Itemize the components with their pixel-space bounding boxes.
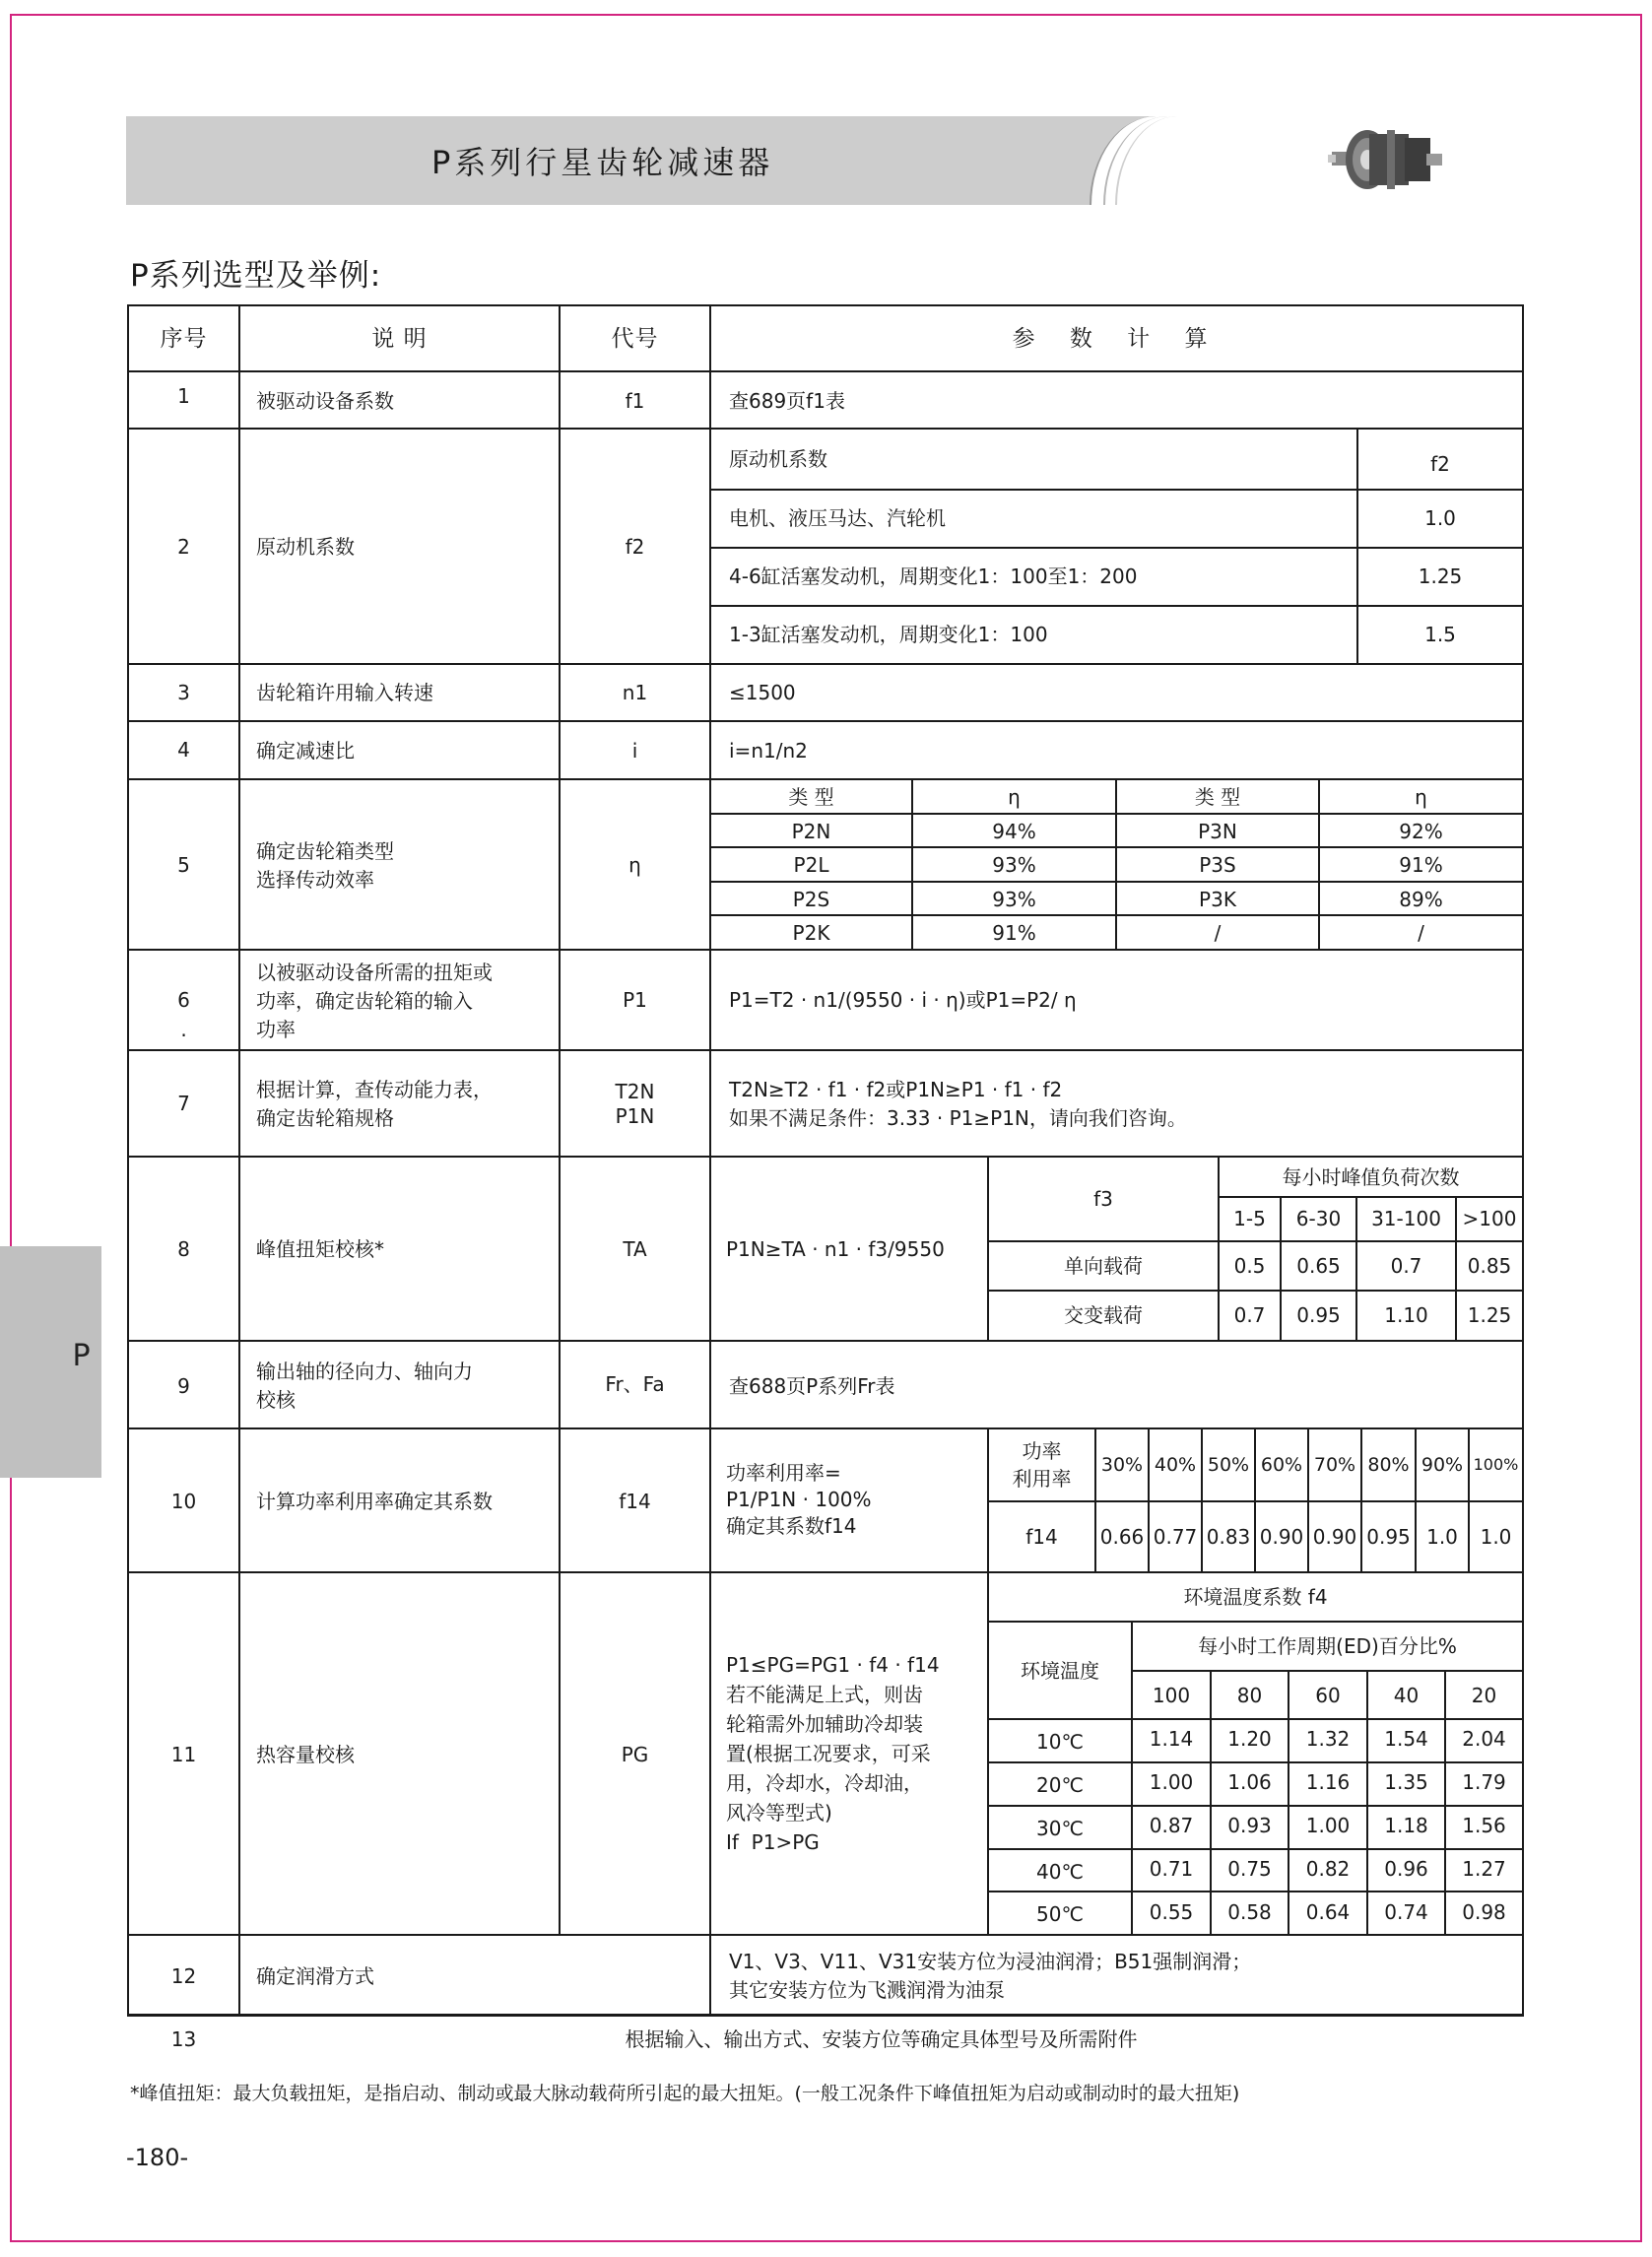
row10-code: f14 bbox=[619, 1490, 651, 1513]
efficiency-cell: 94% bbox=[992, 820, 1036, 843]
f4-value: 1.20 bbox=[1227, 1727, 1272, 1751]
row2-desc: 原动机系数 bbox=[256, 535, 355, 559]
row2-item-value: 1.5 bbox=[1424, 623, 1456, 646]
row12-no: 12 bbox=[170, 1964, 197, 1988]
row7-calc: T2N≥T2 · f1 · f2或P1N≥P1 · f1 · f2 bbox=[729, 1078, 1063, 1101]
f3-value: 0.5 bbox=[1233, 1254, 1266, 1278]
row5-code: η bbox=[628, 853, 641, 877]
f3-value: 0.7 bbox=[1390, 1254, 1422, 1278]
f4-value: 1.00 bbox=[1149, 1770, 1194, 1794]
row11-calc: If P1>PG bbox=[726, 1830, 820, 1854]
frequency-range: 31-100 bbox=[1371, 1207, 1441, 1230]
efficiency-header: 类 型 bbox=[1194, 785, 1241, 809]
ambient-temp-label: 环境温度 bbox=[1021, 1659, 1099, 1683]
row7-code: T2N bbox=[615, 1080, 655, 1103]
f4-value: 1.54 bbox=[1384, 1727, 1428, 1751]
duty-cycle-value: 100 bbox=[1152, 1684, 1191, 1707]
temp-label: 20℃ bbox=[1036, 1773, 1084, 1797]
row1-code: f1 bbox=[625, 389, 645, 413]
header-calc: 参 数 计 算 bbox=[1012, 326, 1222, 352]
f4-value: 0.64 bbox=[1305, 1900, 1351, 1924]
utilization-value: 30% bbox=[1100, 1454, 1144, 1476]
efficiency-cell: 93% bbox=[992, 888, 1036, 911]
f4-value: 1.14 bbox=[1149, 1727, 1194, 1751]
efficiency-cell: 93% bbox=[992, 853, 1036, 877]
row4-desc: 确定减速比 bbox=[256, 739, 355, 763]
row8-desc: 峰值扭矩校核* bbox=[256, 1237, 384, 1261]
efficiency-cell: P2S bbox=[792, 888, 830, 911]
f3-label: f3 bbox=[1093, 1187, 1113, 1211]
row1-no: 1 bbox=[177, 384, 190, 408]
row5-no: 5 bbox=[177, 853, 190, 877]
row6-desc: 以被驱动设备所需的扭矩或 bbox=[256, 961, 493, 984]
row9-no: 9 bbox=[177, 1374, 190, 1398]
row2-item-label: 4-6缸活塞发动机，周期变化1：100至1：200 bbox=[729, 564, 1138, 588]
row10-calc: P1/P1N · 100% bbox=[726, 1488, 872, 1511]
row2-item-value: 1.0 bbox=[1424, 506, 1456, 530]
row6-no: 6 bbox=[177, 988, 190, 1012]
f4-value: 0.58 bbox=[1227, 1900, 1272, 1924]
efficiency-cell: / bbox=[1214, 921, 1222, 945]
efficiency-cell: P2L bbox=[793, 853, 829, 877]
f4-table-title: 环境温度系数 f4 bbox=[1183, 1585, 1328, 1609]
f4-value: 0.82 bbox=[1305, 1857, 1351, 1881]
f4-value: 0.93 bbox=[1227, 1814, 1272, 1837]
f14-value: 0.95 bbox=[1366, 1525, 1411, 1549]
row3-desc: 齿轮箱许用输入转速 bbox=[256, 681, 433, 704]
row11-calc: 若不能满足上式，则齿 bbox=[726, 1683, 923, 1706]
banner-title: P系列行星齿轮减速器 bbox=[431, 144, 774, 181]
row9-desc: 输出轴的径向力、轴向力 bbox=[256, 1360, 473, 1383]
row1-desc: 被驱动设备系数 bbox=[256, 389, 394, 413]
row4-no: 4 bbox=[177, 738, 190, 762]
f14-value: 0.66 bbox=[1099, 1525, 1145, 1549]
utilization-value: 90% bbox=[1421, 1454, 1464, 1476]
row10-desc: 计算功率利用率确定其系数 bbox=[256, 1490, 493, 1513]
efficiency-header: 类 型 bbox=[788, 785, 834, 809]
row7-code: P1N bbox=[615, 1104, 655, 1128]
row3-code: n1 bbox=[622, 681, 648, 704]
row11-desc: 热容量校核 bbox=[256, 1743, 355, 1766]
row12-calc: V1、V3、V11、V31安装方位为浸油润滑；B51强制润滑； bbox=[729, 1950, 1252, 1973]
efficiency-cell: / bbox=[1418, 921, 1424, 945]
f14-value: 1.0 bbox=[1426, 1525, 1458, 1549]
utilization-value: 50% bbox=[1207, 1454, 1250, 1476]
row1-calc: 查689页f1表 bbox=[729, 389, 845, 413]
row6-desc: 功率，确定齿轮箱的输入 bbox=[256, 989, 473, 1013]
f3-value: 0.65 bbox=[1296, 1254, 1341, 1278]
f4-value: 1.35 bbox=[1384, 1770, 1428, 1794]
row5-desc: 选择传动效率 bbox=[256, 868, 374, 892]
row11-no: 11 bbox=[170, 1743, 197, 1766]
efficiency-cell: P3N bbox=[1198, 820, 1237, 843]
f4-value: 1.79 bbox=[1462, 1770, 1506, 1794]
utilization-value: 80% bbox=[1367, 1454, 1410, 1476]
row6-desc: 功率 bbox=[256, 1018, 296, 1041]
utilization-label: 利用率 bbox=[1012, 1467, 1072, 1491]
temp-label: 40℃ bbox=[1036, 1860, 1084, 1884]
row10-no: 10 bbox=[170, 1490, 197, 1513]
row9-desc: 校核 bbox=[256, 1388, 296, 1412]
f4-value: 1.16 bbox=[1305, 1770, 1351, 1794]
footnote: *峰值扭矩：最大负载扭矩，是指启动、制动或最大脉动载荷所引起的最大扭矩。(一般工况条件下峰值扭矩为启动或制动时的最大扭矩) bbox=[130, 2083, 1240, 2104]
row12-calc: 其它安装方位为飞溅润滑为油泵 bbox=[729, 1978, 1005, 2002]
row3-calc: ≤1500 bbox=[729, 681, 796, 704]
row13-no: 13 bbox=[170, 2027, 197, 2051]
f3-value: 0.85 bbox=[1467, 1254, 1512, 1278]
row3-no: 3 bbox=[177, 681, 190, 704]
duty-cycle-header: 每小时工作周期(ED)百分比% bbox=[1198, 1634, 1457, 1658]
f4-value: 0.74 bbox=[1384, 1900, 1428, 1924]
f14-label: f14 bbox=[1025, 1525, 1058, 1549]
f4-value: 1.18 bbox=[1384, 1814, 1428, 1837]
load-type: 单向载荷 bbox=[1064, 1254, 1143, 1278]
row4-calc: i=n1/n2 bbox=[729, 739, 808, 763]
f4-value: 0.75 bbox=[1227, 1857, 1272, 1881]
row9-code: Fr、Fa bbox=[605, 1372, 665, 1396]
row2-subheader-value: f2 bbox=[1430, 452, 1450, 476]
frequency-range: 6-30 bbox=[1295, 1207, 1342, 1230]
row12-desc: 确定润滑方式 bbox=[256, 1964, 374, 1988]
row13-calc: 根据输入、输出方式、安装方位等确定具体型号及所需附件 bbox=[625, 2027, 1138, 2051]
row5-desc: 确定齿轮箱类型 bbox=[256, 839, 394, 863]
duty-cycle-value: 60 bbox=[1315, 1684, 1341, 1707]
duty-cycle-value: 40 bbox=[1393, 1684, 1420, 1707]
row8-no: 8 bbox=[177, 1237, 190, 1261]
efficiency-cell: P2N bbox=[791, 820, 831, 843]
efficiency-cell: 89% bbox=[1399, 888, 1443, 911]
efficiency-cell: P2K bbox=[792, 921, 830, 945]
side-tab-label: P bbox=[72, 1339, 91, 1373]
f4-value: 0.98 bbox=[1462, 1900, 1506, 1924]
row7-calc: 如果不满足条件：3.33 · P1≥P1N，请向我们咨询。 bbox=[729, 1106, 1187, 1130]
utilization-value: 100% bbox=[1473, 1455, 1519, 1474]
f3-value: 1.10 bbox=[1384, 1303, 1428, 1327]
utilization-value: 70% bbox=[1313, 1454, 1356, 1476]
f3-value: 0.7 bbox=[1233, 1303, 1266, 1327]
efficiency-cell: 91% bbox=[992, 921, 1036, 945]
load-type: 交变载荷 bbox=[1064, 1303, 1143, 1327]
temp-label: 10℃ bbox=[1036, 1730, 1084, 1754]
row11-calc: 置(根据工况要求，可采 bbox=[726, 1742, 931, 1765]
efficiency-cell: P3S bbox=[1199, 853, 1236, 877]
row2-code: f2 bbox=[625, 535, 645, 559]
f14-value: 0.77 bbox=[1153, 1525, 1198, 1549]
row10-calc: 确定其系数f14 bbox=[726, 1514, 857, 1538]
f14-value: 0.90 bbox=[1259, 1525, 1304, 1549]
page-number: -180- bbox=[126, 2144, 189, 2171]
temp-label: 30℃ bbox=[1036, 1817, 1084, 1840]
row2-subheader-label: 原动机系数 bbox=[729, 447, 827, 471]
row11-calc: 轮箱需外加辅助冷却装 bbox=[726, 1712, 923, 1736]
row2-item-label: 电机、液压马达、汽轮机 bbox=[729, 506, 946, 530]
f4-value: 1.06 bbox=[1227, 1770, 1272, 1794]
row6-code: P1 bbox=[623, 988, 647, 1012]
header-no: 序号 bbox=[160, 326, 208, 352]
row7-desc: 确定齿轮箱规格 bbox=[256, 1106, 394, 1130]
f4-value: 1.32 bbox=[1305, 1727, 1351, 1751]
row6-mark: . bbox=[180, 1018, 187, 1041]
f4-value: 1.56 bbox=[1462, 1814, 1506, 1837]
row6-calc: P1=T2 · n1/(9550 · i · η)或P1=P2/ η bbox=[729, 988, 1077, 1012]
f4-value: 0.71 bbox=[1149, 1857, 1194, 1881]
f4-value: 0.87 bbox=[1149, 1814, 1194, 1837]
row4-code: i bbox=[631, 739, 638, 763]
efficiency-cell: 92% bbox=[1399, 820, 1443, 843]
f4-value: 1.00 bbox=[1305, 1814, 1351, 1837]
f4-value: 0.96 bbox=[1384, 1857, 1428, 1881]
f3-value: 0.95 bbox=[1296, 1303, 1341, 1327]
utilization-value: 60% bbox=[1260, 1454, 1303, 1476]
header-code: 代号 bbox=[611, 326, 659, 352]
row2-item-label: 1-3缸活塞发动机，周期变化1：100 bbox=[729, 623, 1048, 646]
peak-frequency-header: 每小时峰值负荷次数 bbox=[1282, 1165, 1460, 1189]
row8-calc: P1N≥TA · n1 · f3/9550 bbox=[726, 1237, 945, 1261]
temp-label: 50℃ bbox=[1036, 1902, 1084, 1926]
row2-item-value: 1.25 bbox=[1418, 564, 1463, 588]
row2-no: 2 bbox=[177, 535, 190, 559]
f14-value: 0.83 bbox=[1206, 1525, 1251, 1549]
f4-value: 1.27 bbox=[1462, 1857, 1506, 1881]
utilization-label: 功率 bbox=[1022, 1439, 1062, 1463]
efficiency-cell: P3K bbox=[1199, 888, 1236, 911]
efficiency-header: η bbox=[1008, 785, 1021, 809]
row11-calc: P1≤PG=PG1 · f4 · f14 bbox=[726, 1653, 940, 1677]
frequency-range: >100 bbox=[1462, 1207, 1517, 1230]
f3-value: 1.25 bbox=[1467, 1303, 1512, 1327]
f14-value: 1.0 bbox=[1480, 1525, 1512, 1549]
row9-calc: 查688页P系列Fr表 bbox=[729, 1374, 895, 1398]
f4-value: 0.55 bbox=[1149, 1900, 1194, 1924]
f4-value: 2.04 bbox=[1462, 1727, 1506, 1751]
row7-desc: 根据计算，查传动能力表， bbox=[256, 1078, 493, 1101]
section-title: P系列选型及举例: bbox=[130, 258, 382, 294]
frequency-range: 1-5 bbox=[1233, 1207, 1266, 1230]
efficiency-cell: 91% bbox=[1399, 853, 1443, 877]
header-desc: 说 明 bbox=[371, 326, 428, 352]
row10-calc: 功率利用率= bbox=[726, 1461, 841, 1485]
row7-no: 7 bbox=[177, 1092, 190, 1115]
efficiency-header: η bbox=[1415, 785, 1427, 809]
duty-cycle-value: 80 bbox=[1236, 1684, 1263, 1707]
duty-cycle-value: 20 bbox=[1471, 1684, 1497, 1707]
f14-value: 0.90 bbox=[1312, 1525, 1357, 1549]
row11-calc: 风冷等型式) bbox=[726, 1801, 832, 1825]
row11-code: PG bbox=[621, 1743, 649, 1766]
row8-code: TA bbox=[623, 1237, 647, 1261]
utilization-value: 40% bbox=[1154, 1454, 1197, 1476]
row11-calc: 用，冷却水，冷却油， bbox=[726, 1771, 923, 1795]
